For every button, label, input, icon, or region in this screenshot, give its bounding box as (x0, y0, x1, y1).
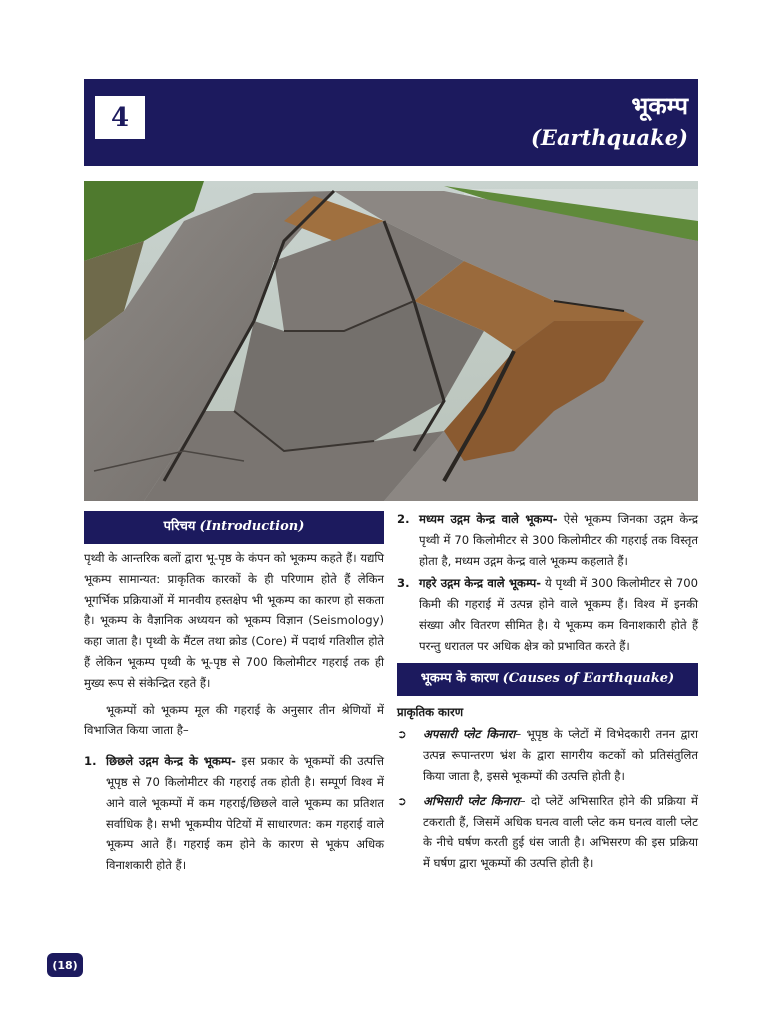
list-item-title: गहरे उद्गम केन्द्र वाले भूकम्प- (419, 576, 542, 591)
list-item-body: ऐसे भूकम्प जिनका उद्गम केन्द्र पृथ्वी में 70 किलोमीटर से 300 किलोमीटर की गहराई तक विस्तृत होता है, मध्यम उद्गम केन्द्र वाले भूकम्प कहलाते हैं। (419, 512, 698, 568)
list-item-convergent-boundary (397, 791, 698, 874)
list-item-title: मध्यम उद्गम केन्द्र वाले भूकम्प- (419, 512, 558, 526)
causes-heading-hindi: भूकम्प के कारण (420, 670, 499, 686)
list-item-body: ये पृथ्वी में 300 किलोमीटर से 700 किमी की गहराई में उत्पन्न होने वाले भूकम्प हैं। विश्व में इनकी संख्या और वितरण सीमित है। ये भूकम्प कम विनाशकारी होते हैं परन्तु धरातल पर अधिक क्षेत्र को प्रभावित करते हैं। (419, 576, 699, 653)
chapter-banner (84, 79, 698, 166)
list-item-medium-focus (397, 509, 698, 571)
earthquake-road-photo (84, 181, 698, 501)
introduction-heading-hindi: परिचय (163, 519, 196, 535)
list-item-divergent-boundary (397, 724, 698, 786)
list-item-number: 1. (84, 754, 97, 769)
chapter-number: 4 (95, 96, 145, 139)
chapter-title-hindi: भूकम्प (631, 92, 688, 120)
left-column (84, 511, 384, 876)
causes-heading-english: (Causes of Earthquake) (502, 670, 675, 686)
list-item-title: अपसारी प्लेट किनारा (423, 727, 516, 742)
causes-heading (397, 663, 698, 696)
list-item-title: छिछले उद्गम केन्द्र के भूकम्प- (106, 754, 236, 769)
list-item-body: इस प्रकार के भूकम्पों की उत्पत्ति भूपृष्ठ से 70 किलोमीटर की गहराई तक होती है। सम्पूर्ण विश्व में आने वाले भूकम्पों में कम गहराई/छिछले वाले भूकम्प का प्रतिशत सर्वाधिक है। सभी भूकम्पीय पेटियों में साधारणत: कम गहराई वाले भूकम्प आते हैं। गहराई कम होने के कारण से भूकंप अधिक विनाशकारी होते हैं। (106, 754, 384, 873)
classification-paragraph: भूकम्पों को भूकम्प मूल की गहराई के अनुसार तीन श्रेणियों में विभाजित किया जाता है– (84, 702, 384, 738)
bullet-arrow-icon: ➲ (397, 793, 407, 808)
list-item-body: – दो प्लेटें अभिसारित होने की प्रक्रिया में टकराती हैं, जिसमें अधिक घनत्व वाली प्लेट कम घनत्व वाली प्लेट के नीचे घर्षण करती हुई धंस जाती है। अभिसरण की इस प्रक्रिया में घर्षण द्वारा भूकम्पों की उत्पत्ति होती है। (423, 793, 698, 871)
list-item-deep-focus (397, 573, 698, 656)
list-item-text (419, 573, 698, 656)
list-item-text (423, 791, 698, 874)
introduction-heading (84, 511, 384, 544)
list-item-title: अभिसारी प्लेट किनारा (423, 793, 520, 808)
introduction-heading-english: (Introduction) (199, 519, 305, 535)
list-item-body: – भूपृष्ठ के प्लेटों में विभेदकारी तनन द्वारा उत्पन्न रूपान्तरण भ्रंश के द्वारा सागरीय कटकों को प्रतिसंतुलित किया जाता है, इससे भूकम्पों की उत्पत्ति होती है। (423, 727, 698, 783)
introduction-paragraph: पृथ्वी के आन्तरिक बलों द्वारा भू-पृष्ठ के कंपन को भूकम्प कहते हैं। यद्यपि भूकम्प सामान्यत: प्राकृतिक कारकों के ही परिणाम होते हैं लेकिन भूगर्भिक प्रक्रियाओं में मानवीय हस्तक्षेप भी भूकम्प का कारण हो सकता है। भूकम्प के वैज्ञानिक अध्ययन को भूकम्प विज्ञान (Seismology) कहा जाता है। पृथ्वी के मैंटल तथा क्रोड (Core) में पदार्थ गतिशील होते हैं लेकिन भूकम्प पृथ्वी के भू-पृष्ठ से 700 किलोमीटर गहराई तक ही मुख्य रूप से संकेन्द्रित रहते हैं। (84, 551, 384, 690)
list-item-shallow-focus (84, 751, 384, 876)
list-item-number: 2. (397, 512, 410, 526)
list-item-number: 3. (397, 576, 410, 591)
bullet-arrow-icon: ➲ (397, 727, 407, 742)
list-item-text (106, 751, 384, 876)
natural-causes-heading: प्राकृतिक कारण (397, 704, 464, 719)
list-item-text (419, 509, 698, 571)
page-number: (18) (47, 953, 83, 977)
chapter-title-english: (Earthquake) (531, 125, 688, 150)
right-column (397, 509, 698, 874)
list-item-text (423, 724, 698, 786)
